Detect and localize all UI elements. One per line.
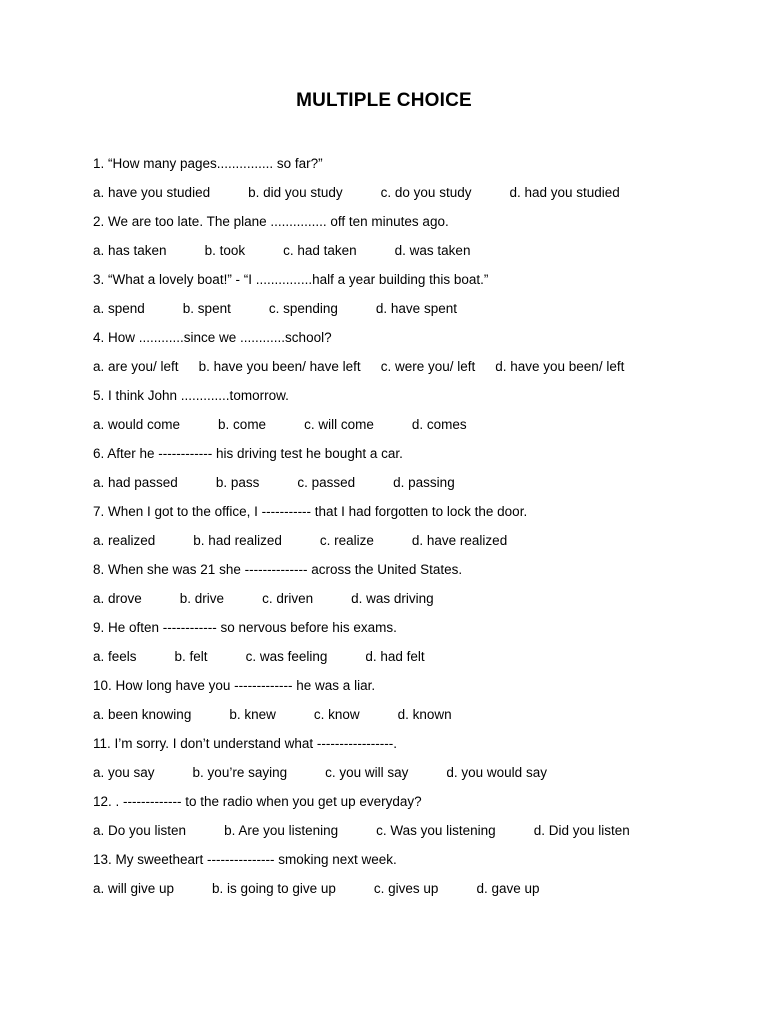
question-list [93,154,733,908]
option-3a: a. spend [93,301,145,316]
option-5c: c. will come [304,417,374,432]
options-5 [93,415,733,444]
options-3 [93,299,733,328]
question-4: 4. How ............since we ............school? [93,330,332,345]
option-10c: c. know [313,707,360,722]
options-10 [93,705,733,734]
option-13a: a. will give up [93,881,175,896]
options-9 [93,647,733,676]
options-6 [93,473,733,502]
question-6: 6. After he ------------ his driving test he bought a car. [93,446,403,461]
option-2b: b. took [204,243,246,258]
option-7b: b. had realized [193,533,282,548]
option-1a: a. have you studied [93,185,211,200]
option-8b: b. drive [179,591,225,606]
question-9: 9. He often ------------ so nervous before his exams. [93,620,397,635]
option-8d: d. was driving [351,591,434,606]
options-11 [93,763,733,792]
option-13c: c. gives up [373,881,439,896]
option-5b: b. come [218,417,267,432]
option-3d: d. have spent [375,301,457,316]
option-12d: d. Did you listen [533,823,630,838]
option-7a: a. realized [93,533,156,548]
option-3b: b. spent [182,301,231,316]
option-6c: c. passed [297,475,356,490]
options-1 [93,183,733,212]
option-2d: d. was taken [394,243,471,258]
option-2a: a. has taken [93,243,167,258]
options-8 [93,589,733,618]
question-11: 11. I’m sorry. I don’t understand what -----------------. [93,736,398,751]
option-11b: b. you’re saying [192,765,288,780]
question-3: 3. “What a lovely boat!” - “I ...............half a year building this boat.” [93,272,489,287]
page-title: MULTIPLE CHOICE [296,90,472,111]
option-9a: a. feels [93,649,137,664]
option-4c: c. were you/ left [380,359,476,374]
question-12: 12. . ------------- to the radio when you get up everyday? [93,794,422,809]
option-11c: c. you will say [325,765,409,780]
option-13d: d. gave up [476,881,540,896]
question-8: 8. When she was 21 she -------------- across the United States. [93,562,463,577]
option-7c: c. realize [319,533,374,548]
option-9c: c. was feeling [245,649,328,664]
option-5a: a. would come [93,417,181,432]
option-8a: a. drove [93,591,142,606]
question-1: 1. “How many pages............... so far?” [93,156,323,171]
option-4a: a. are you/ left [93,359,179,374]
question-13: 13. My sweetheart --------------- smoking next week. [93,852,397,867]
option-10d: d. known [397,707,452,722]
option-6a: a. had passed [93,475,178,490]
option-2c: c. had taken [283,243,357,258]
option-11d: d. you would say [446,765,547,780]
option-8c: c. driven [262,591,314,606]
option-7d: d. have realized [411,533,508,548]
option-10b: b. knew [229,707,276,722]
option-9b: b. felt [174,649,208,664]
options-13 [93,879,733,908]
options-2 [93,241,733,270]
option-5d: d. comes [411,417,467,432]
option-6d: d. passing [393,475,455,490]
options-7 [93,531,733,560]
option-12b: b. Are you listening [224,823,339,838]
question-7: 7. When I got to the office, I ----------- that I had forgotten to lock the door. [93,504,528,519]
option-9d: d. had felt [365,649,425,664]
option-10a: a. been knowing [93,707,192,722]
options-4 [93,357,733,386]
option-1b: b. did you study [248,185,343,200]
option-3c: c. spending [268,301,338,316]
options-12 [93,821,733,850]
option-4d: d. have you been/ left [495,359,625,374]
question-10: 10. How long have you ------------- he was a liar. [93,678,376,693]
question-5: 5. I think John .............tomorrow. [93,388,289,403]
option-6b: b. pass [215,475,260,490]
option-13b: b. is going to give up [212,881,336,896]
option-12c: c. Was you listening [376,823,496,838]
option-12a: a. Do you listen [93,823,187,838]
option-11a: a. you say [93,765,155,780]
question-2: 2. We are too late. The plane ............... off ten minutes ago. [93,214,449,229]
option-4b: b. have you been/ have left [198,359,361,374]
option-1c: c. do you study [380,185,472,200]
option-1d: d. had you studied [509,185,620,200]
